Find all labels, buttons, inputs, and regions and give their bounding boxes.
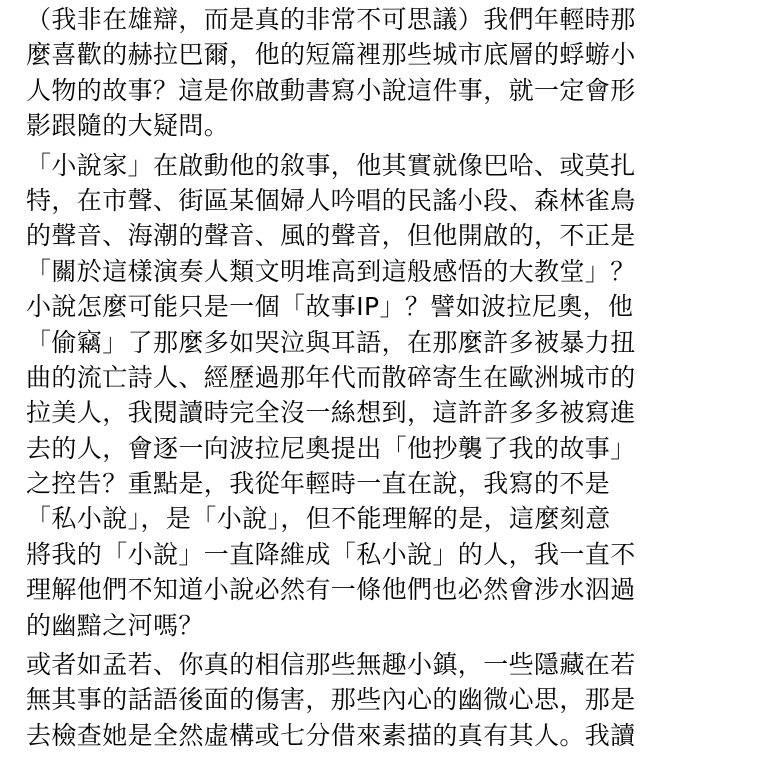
text-line: 影跟隨的大疑問。	[26, 111, 230, 141]
text-line: 「小說家」在啟動他的敘事，他其實就像巴哈、或莫扎	[26, 150, 636, 180]
text-line: 去的人，會逐一向波拉尼奧提出「他抄襲了我的故事」	[26, 433, 636, 463]
text-line: 之控告？重點是，我從年輕時一直在說，我寫的不是	[26, 469, 611, 499]
text-line: 小說怎麼可能只是一個「故事IP」？譬如波拉尼奧，他	[26, 292, 634, 322]
text-line: 去檢查她是全然虛構或七分借來素描的真有其人。我讀	[26, 720, 636, 750]
text-line: 曲的流亡詩人、經歷過那年代而散碎寄生在歐洲城市的	[26, 362, 636, 392]
text-line: 「偷竊」了那麼多如哭泣與耳語，在那麼許多被暴力扭	[26, 327, 636, 357]
post-body	[26, 2, 756, 753]
text-line: 特，在市聲、街區某個婦人吟唱的民謠小段、森林雀鳥	[26, 185, 636, 215]
text-line: 無其事的話語後面的傷害，那些內心的幽微心思，那是	[26, 685, 636, 715]
text-line: 拉美人，我閱讀時完全沒一絲想到，這許許多多被寫進	[26, 398, 636, 428]
text-line: 的聲音、海潮的聲音、風的聲音，但他開啟的，不正是	[26, 221, 636, 251]
post-paragraph-1	[26, 2, 756, 144]
text-line: 的幽黯之河嗎？	[26, 610, 204, 640]
text-line: 人物的故事？這是你啟動書寫小說這件事，就一定會形	[26, 75, 636, 105]
text-line: 「關於這樣演奏人類文明堆高到這般感悟的大教堂」？	[26, 256, 636, 286]
text-line: 理解他們不知道小說必然有一條他們也必然會涉水泅過	[26, 575, 636, 605]
text-line: 將我的「小說」一直降維成「私小說」的人，我一直不	[26, 539, 636, 569]
post-paragraph-3	[26, 647, 756, 753]
text-line: 或者如孟若、你真的相信那些無趣小鎮，一些隱藏在若	[26, 650, 636, 680]
text-line: 「私小說」，是「小說」，但不能理解的是，這麼刻意	[26, 504, 611, 534]
post-paragraph-2	[26, 148, 756, 643]
text-line: （我非在雄辯，而是真的非常不可思議）我們年輕時那	[26, 5, 636, 34]
text-line: 麼喜歡的赫拉巴爾，他的短篇裡那些城市底層的蜉蝣小	[26, 40, 636, 70]
